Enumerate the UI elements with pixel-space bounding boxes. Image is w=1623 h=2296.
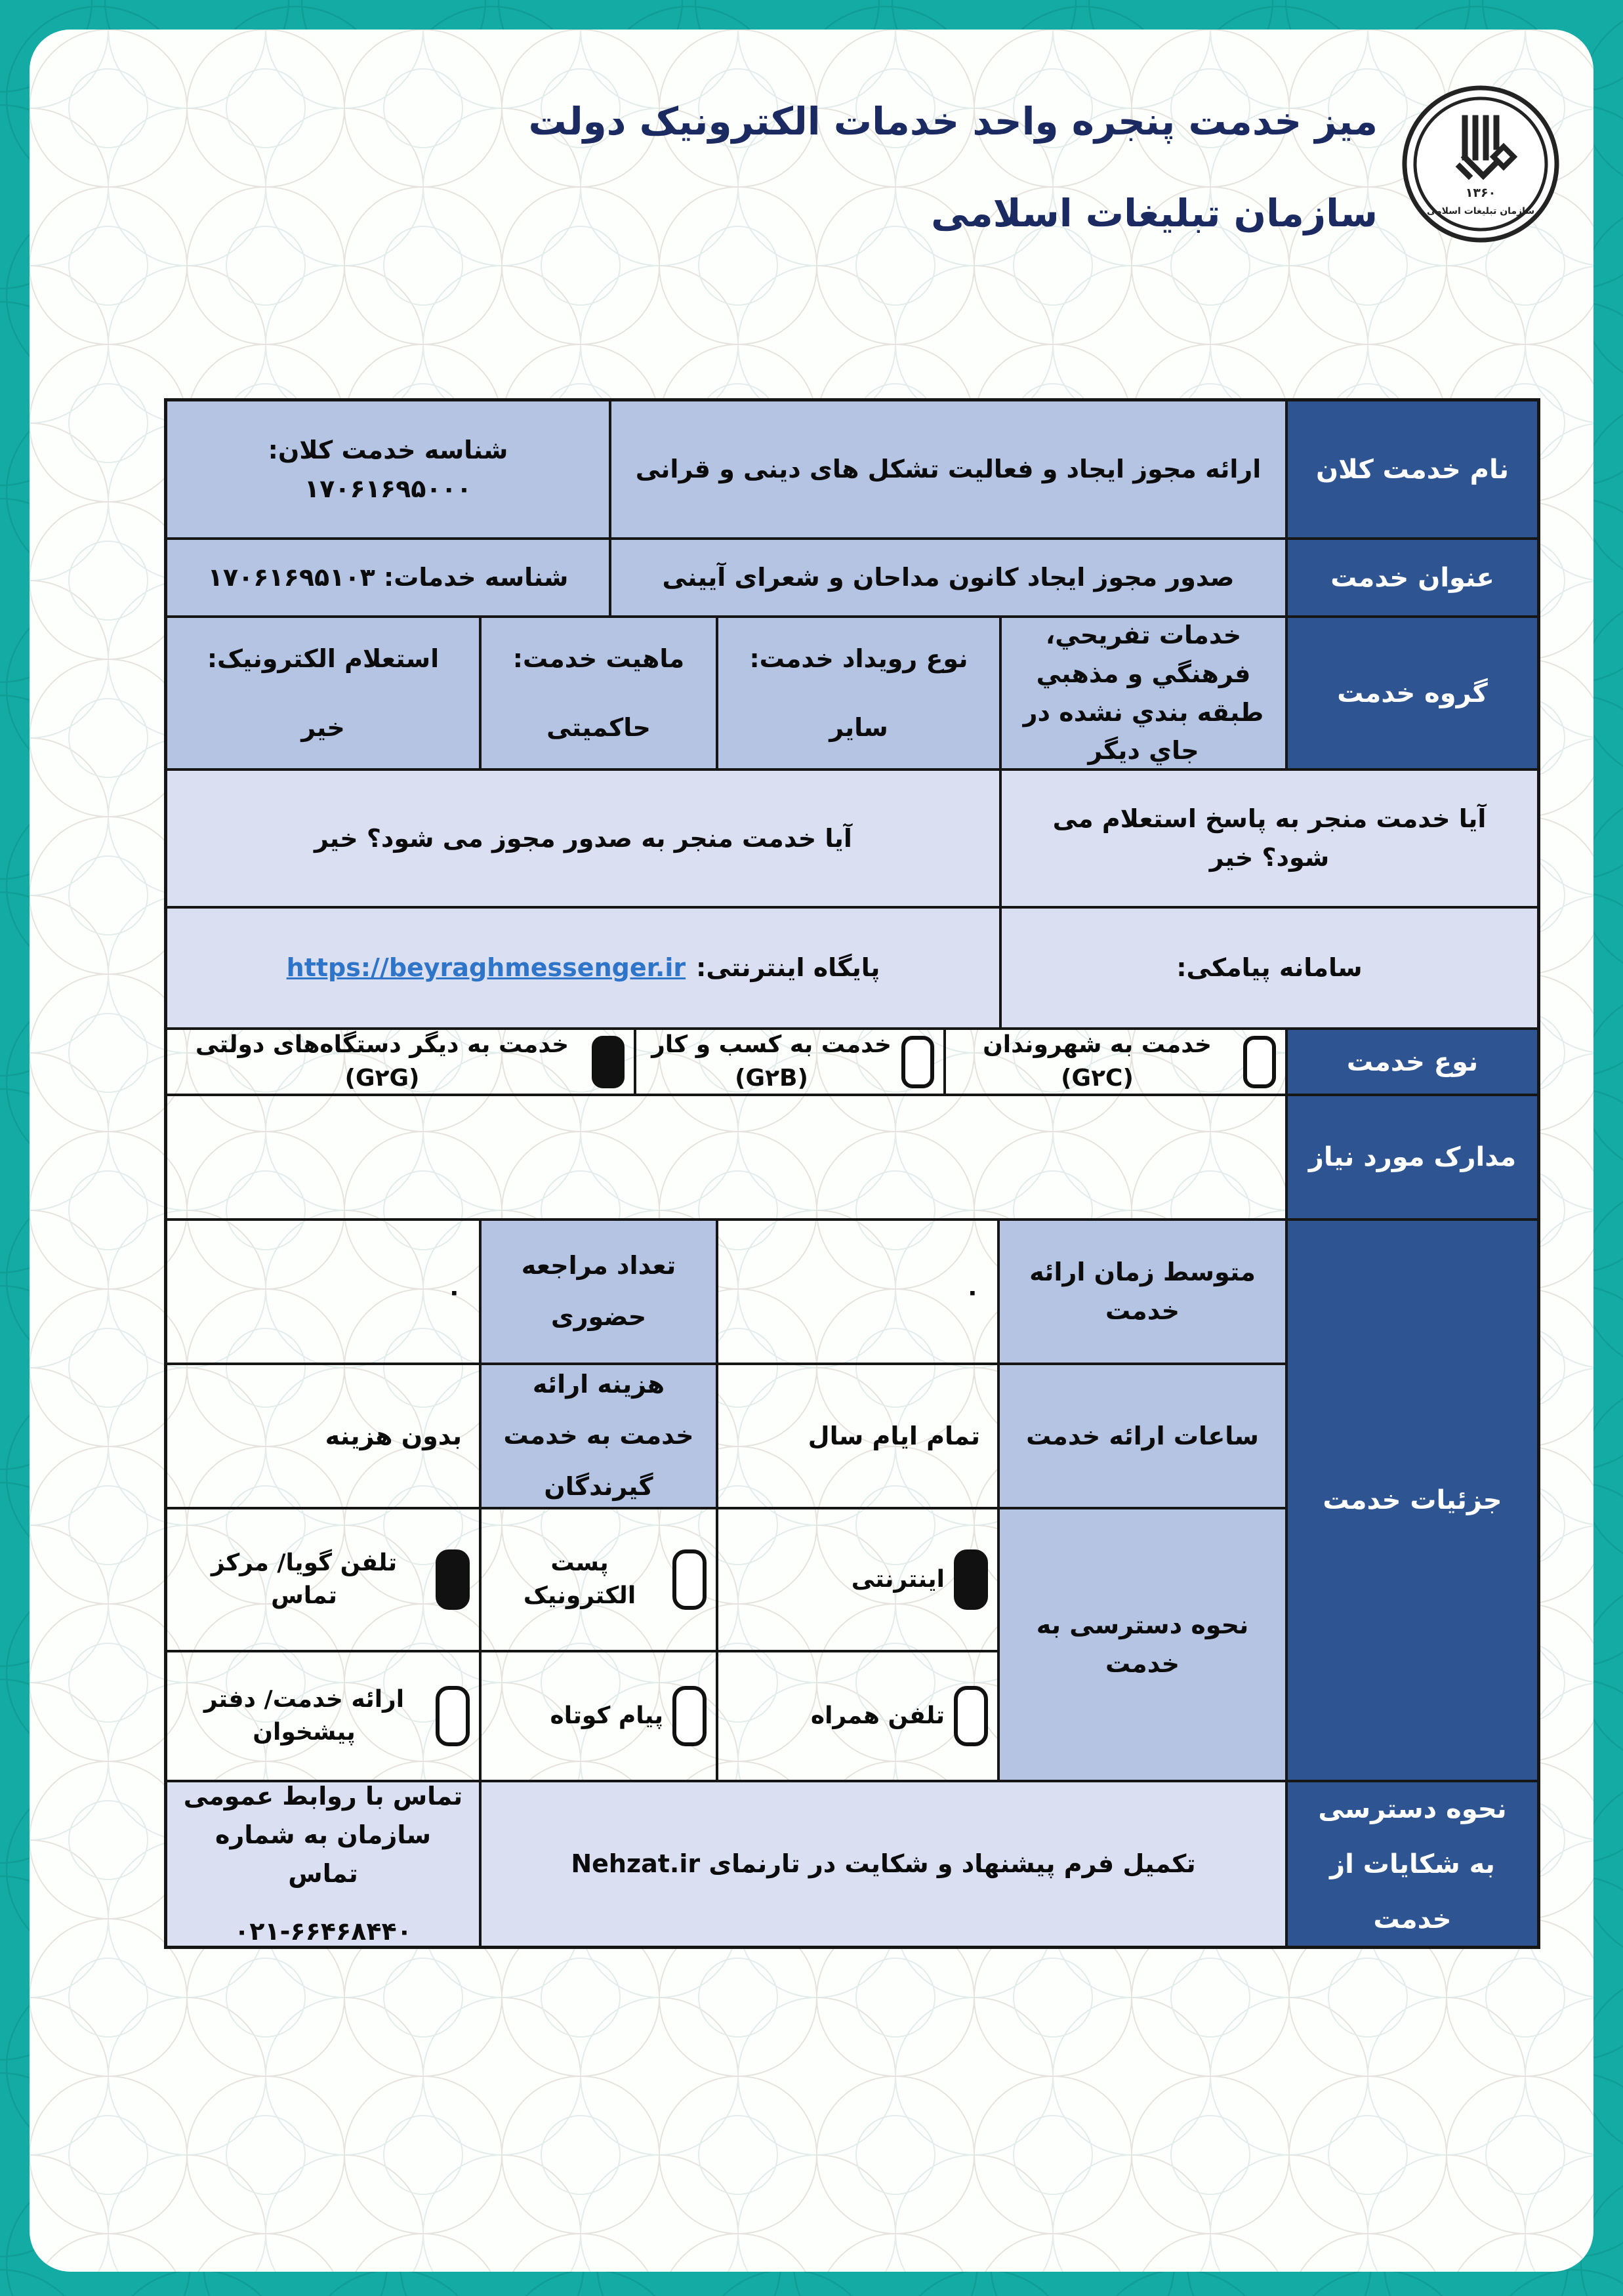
ivr-checkbox[interactable] xyxy=(436,1549,470,1610)
g2b-checkbox[interactable] xyxy=(901,1036,934,1088)
inquiry-question-cell: آیا خدمت منجر به پاسخ استعلام می شود؟ خیر xyxy=(1000,769,1538,907)
service-type-header-cell: نوع خدمت xyxy=(1286,1029,1538,1095)
website-link[interactable]: https://beyraghmessenger.ir xyxy=(286,953,686,983)
sms-label: پیام کوتاه xyxy=(550,1702,663,1729)
option-mobile xyxy=(717,1651,998,1781)
option-ivr xyxy=(166,1508,480,1651)
option-internet xyxy=(717,1508,998,1651)
internet-checkbox[interactable] xyxy=(954,1549,988,1610)
option-g2c xyxy=(945,1029,1286,1095)
documents-content-cell xyxy=(166,1095,1286,1220)
g2b-label: خدمت به کسب و کار (G۲B) xyxy=(651,1031,892,1092)
complaints-header-cell: نحوه دسترسی به شکایات از خدمت xyxy=(1286,1781,1538,1947)
sms-checkbox[interactable] xyxy=(672,1686,707,1746)
card xyxy=(30,30,1593,2272)
event-type-label: نوع رویداد خدمت: xyxy=(749,644,968,673)
service-group-category-cell: خدمات تفریحي، فرهنگي و مذهبي طبقه بندي نشده در جاي دیگر xyxy=(1000,617,1286,769)
service-title-name-cell: صدور مجوز ایجاد کانون مداحان و شعرای آیینی xyxy=(610,539,1286,617)
complaints-phone-number: ۰۲۱-۶۶۴۶۸۴۴۰ xyxy=(234,1917,412,1946)
access-label-cell: نحوه دسترسی به خدمت xyxy=(998,1508,1286,1781)
internet-label: اینترنتی xyxy=(851,1565,945,1593)
documents-header-cell: مدارک مورد نیاز xyxy=(1286,1095,1538,1220)
details-header-cell: جزئیات خدمت xyxy=(1286,1220,1538,1781)
license-question-cell: آیا خدمت منجر به صدور مجوز می شود؟ خیر xyxy=(166,769,1000,907)
hours-label-cell: ساعات ارائه خدمت xyxy=(998,1364,1286,1508)
document-header xyxy=(528,98,1378,236)
option-counter xyxy=(166,1651,480,1781)
service-group-header-cell: گروه خدمت xyxy=(1286,617,1538,769)
ivr-label: تلفن گویا/ مرکز تماس xyxy=(211,1549,398,1609)
service-nature-label: ماهیت خدمت: xyxy=(512,644,685,673)
g2g-checkbox[interactable] xyxy=(592,1036,625,1088)
option-email xyxy=(480,1508,717,1651)
visits-label-cell: تعداد مراجعه حضوری xyxy=(480,1220,717,1364)
islamic-propagation-organization-logo-icon xyxy=(1401,84,1561,244)
email-label: پست الکترونیک xyxy=(523,1549,636,1609)
service-title-header-cell: عنوان خدمت xyxy=(1286,539,1538,617)
macro-service-name-cell: ارائه مجوز ایجاد و فعالیت تشکل های دینی و قرانی xyxy=(610,400,1286,539)
electronic-inquiry-label: استعلام الکترونیک: xyxy=(207,644,440,673)
option-g2b xyxy=(635,1029,945,1095)
electronic-inquiry-value: خیر xyxy=(301,712,345,742)
service-title-id-cell: شناسه خدمات: ۱۷۰۶۱۶۹۵۱۰۳ xyxy=(166,539,610,617)
counter-checkbox[interactable] xyxy=(436,1686,470,1746)
avg-time-label-cell: متوسط زمان ارائه خدمت xyxy=(998,1220,1286,1364)
service-nature-cell xyxy=(480,617,717,769)
complaints-phone-text: تماس با روابط عمومی سازمان به شماره تماس xyxy=(183,1781,463,1888)
cost-value-cell: بدون هزینه xyxy=(166,1364,480,1508)
event-type-value: سایر xyxy=(829,712,888,742)
g2c-checkbox[interactable] xyxy=(1243,1036,1276,1088)
organization-title: سازمان تبلیغات اسلامی xyxy=(931,191,1378,236)
email-checkbox[interactable] xyxy=(672,1549,707,1610)
visits-value-cell: ۰ xyxy=(166,1220,480,1364)
mobile-checkbox[interactable] xyxy=(954,1686,988,1746)
website-cell xyxy=(166,907,1000,1029)
option-sms xyxy=(480,1651,717,1781)
service-table xyxy=(164,398,1540,1949)
service-event-type-cell xyxy=(717,617,1000,769)
avg-time-value-cell: ۰ xyxy=(717,1220,998,1364)
cost-label-cell: هزینه ارائه خدمت به خدمت گیرندگان xyxy=(480,1364,717,1508)
electronic-inquiry-cell xyxy=(166,617,480,769)
website-label: پایگاه اینترنتی: xyxy=(696,953,880,983)
sms-system-cell: سامانه پیامکی: xyxy=(1000,907,1538,1029)
logo-org-text: سازمان تبلیغات اسلامی xyxy=(1426,206,1535,216)
option-g2g xyxy=(166,1029,635,1095)
g2c-label: خدمت به شهروندان (G۲C) xyxy=(983,1031,1212,1092)
macro-service-id-cell: شناسه خدمت کلان: ۱۷۰۶۱۶۹۵۰۰۰ xyxy=(166,400,610,539)
page-title: میز خدمت پنجره واحد خدمات الکترونیک دولت xyxy=(528,99,1378,144)
complaints-web-cell: تکمیل فرم پیشنهاد و شکایت در تارنمای Nehzat.ir xyxy=(480,1781,1286,1947)
counter-label: ارائه خدمت/ دفتر پیشخوان xyxy=(203,1685,405,1746)
mobile-label: تلفن همراه xyxy=(810,1702,945,1729)
g2g-label: خدمت به دیگر دستگاه‌های دولتی (G۲G) xyxy=(195,1031,569,1092)
macro-service-header-cell: نام خدمت کلان xyxy=(1286,400,1538,539)
logo-year: ۱۳۶۰ xyxy=(1465,186,1496,200)
service-nature-value: حاکمیتی xyxy=(546,712,651,742)
complaints-phone-cell xyxy=(166,1781,480,1947)
hours-value-cell: تمام ایام سال xyxy=(717,1364,998,1508)
